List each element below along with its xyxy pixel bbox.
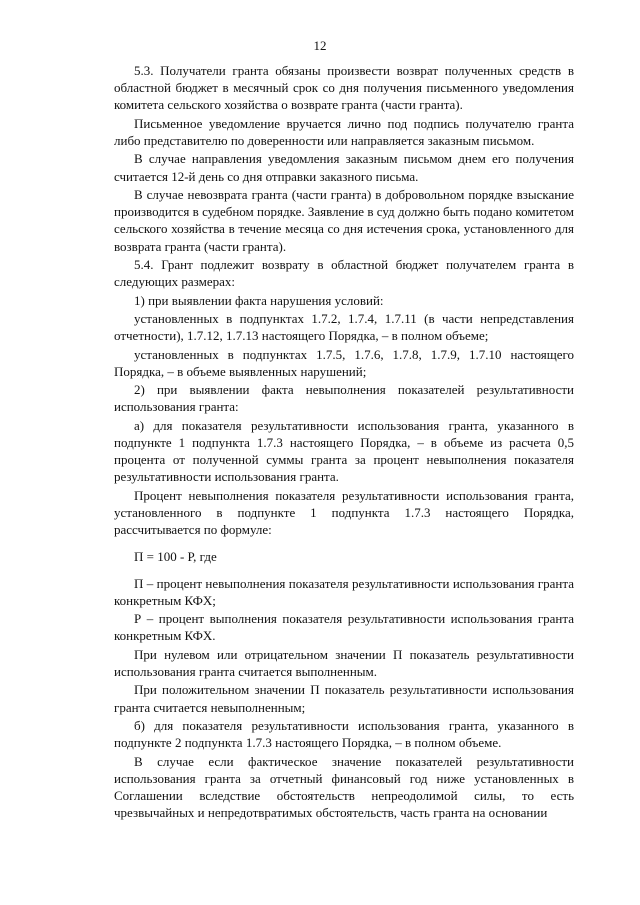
document-body xyxy=(114,62,574,821)
formula: П = 100 - Р, где xyxy=(134,549,217,565)
paragraph-5-3: 5.3. Получатели гранта обязаны произвести возврат полученных средств в областной бюджет в месячный срок со дня получения письменного уведомления комитета сельского хозяйства о возврате гранта (части гранта). xyxy=(114,63,574,113)
paragraph-5-4: 5.4. Грант подлежит возврату в областной бюджет получателем гранта в следующих размерах: xyxy=(114,256,574,290)
paragraph-zero-negative: При нулевом или отрицательном значении П показатель результативности использования гранта считается выполненным. xyxy=(114,646,574,679)
page-number: 12 xyxy=(313,38,327,53)
paragraph-item-1-full: установленных в подпунктах 1.7.2, 1.7.4, 1.7.11 (в части непредставления отчетности), 1.7.12, 1.7.13 настоящего Порядка, – в полном объеме; xyxy=(114,310,574,344)
paragraph-item-2-a: а) для показателя результативности использования гранта, указанного в подпункте 1 подпункта 1.7.3 настоящего Порядка, – в объеме из расчета 0,5 процента от полученной суммы гранта за процент невыполнения показателя результативности использования гранта. xyxy=(114,417,574,485)
paragraph-court-recovery: В случае невозврата гранта (части гранта) в добровольном порядке взыскание производится в судебном порядке. Заявление в суд должно быть подано комитетом сельского хозяйства в течение месяца со дня истечения срока, установленного для возврата гранта (части гранта). xyxy=(114,186,574,254)
paragraph-formula-intro: Процент невыполнения показателя результативности использования гранта, установленного в подпункте 1 подпункта 1.7.3 настоящего Порядка, рассчитывается по формуле: xyxy=(114,487,574,538)
paragraph-item-1-partial: установленных в подпунктах 1.7.5, 1.7.6, 1.7.8, 1.7.9, 1.7.10 настоящего Порядка, – в объеме выявленных нарушений; xyxy=(114,346,574,379)
paragraph-item-2-b: б) для показателя результативности использования гранта, указанного в подпункте 2 подпункта 1.7.3 настоящего Порядка, – в полном объеме. xyxy=(114,717,574,751)
paragraph-force-majeure: В случае если фактическое значение показателей результативности использования гранта за отчетный финансовый год ниже установленных в Соглашении вследствие обстоятельств непреодолимой силы, то есть чрезвычайных и непредотвратимых обстоятельств, часть гранта на основании xyxy=(114,753,574,821)
paragraph-r-definition: Р – процент выполнения показателя результативности использования гранта конкретным КФХ. xyxy=(114,611,574,644)
paragraph-item-2: 2) при выявлении факта невыполнения показателей результативности использования гранта: xyxy=(114,382,574,415)
paragraph-notice-delivery: Письменное уведомление вручается лично под подпись получателю гранта либо представителю по доверенности или направляется заказным письмом. xyxy=(114,115,574,148)
paragraph-registered-letter: В случае направления уведомления заказным письмом днем его получения считается 12-й день со дня отправки заказного письма. xyxy=(114,151,574,184)
paragraph-item-1: 1) при выявлении факта нарушения условий: xyxy=(134,292,384,308)
paragraph-p-definition: П – процент невыполнения показателя результативности использования гранта конкретным КФХ; xyxy=(114,575,574,608)
paragraph-positive: При положительном значении П показатель результативности использования гранта считается невыполненным; xyxy=(114,682,574,715)
